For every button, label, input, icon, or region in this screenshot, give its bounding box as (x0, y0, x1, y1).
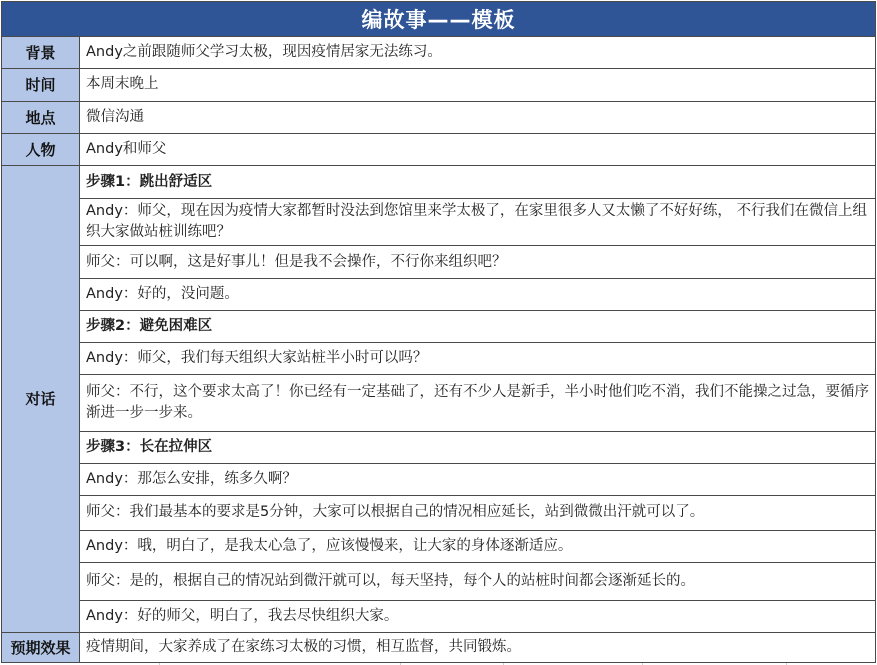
dialogue-row (2, 199, 876, 246)
effect-row (2, 632, 876, 662)
dialogue-row (2, 531, 876, 563)
dialogue-line[interactable]: 师父：我们最基本的要求是5分钟，大家可以根据自己的情况相应延长，站到微微出汗就可以了。 (80, 495, 876, 530)
dialogue-line[interactable]: Andy：师父，现在因为疫情大家都暂时没法到您馆里来学太极了，在家里很多人又太懒了不好好练， 不行我们在微信上组织大家做站桩训练吧？ (80, 199, 876, 246)
title-row (2, 2, 876, 37)
dialogue-step-heading[interactable]: 步骤3：长在拉伸区 (80, 431, 876, 463)
dialogue-step-heading[interactable]: 步骤2：避免困难区 (80, 310, 876, 342)
dialogue-step-heading[interactable]: 步骤1：跳出舒适区 (80, 165, 876, 198)
dialogue-row (2, 563, 876, 601)
people-row (2, 133, 876, 165)
place-value[interactable]: 微信沟通 (80, 101, 876, 133)
time-label[interactable]: 时间 (2, 69, 80, 101)
dialogue-row (2, 246, 876, 278)
time-row (2, 69, 876, 101)
background-value[interactable]: Andy之前跟随师父学习太极，现因疫情居家无法练习。 (80, 37, 876, 69)
people-value[interactable]: Andy和师父 (80, 133, 876, 165)
dialogue-row (2, 342, 876, 374)
effect-value[interactable]: 疫情期间，大家养成了在家练习太极的习惯，相互监督，共同锻炼。 (80, 632, 876, 662)
dialogue-line[interactable]: Andy：那怎么安排，练多久啊？ (80, 463, 876, 495)
story-template-table (1, 1, 876, 663)
time-value[interactable]: 本周末晚上 (80, 69, 876, 101)
dialogue-row (2, 495, 876, 530)
dialogue-row (2, 310, 876, 342)
dialogue-row (2, 601, 876, 632)
dialogue-row (2, 165, 876, 198)
effect-label[interactable]: 预期效果 (2, 632, 80, 662)
place-label[interactable]: 地点 (2, 101, 80, 133)
dialogue-row (2, 278, 876, 310)
people-label[interactable]: 人物 (2, 133, 80, 165)
dialogue-line[interactable]: 师父：不行，这个要求太高了！你已经有一定基础了，还有不少人是新手，半小时他们吃不消，我们不能操之过急，要循序渐进一步一步来。 (80, 375, 876, 431)
dialogue-row (2, 375, 876, 431)
template-title[interactable]: 编故事——模板 (2, 2, 876, 37)
dialogue-line[interactable]: 师父：可以啊，这是好事儿！但是我不会操作，不行你来组织吧？ (80, 246, 876, 278)
dialogue-line[interactable]: Andy：哦，明白了，是我太心急了，应该慢慢来，让大家的身体逐渐适应。 (80, 531, 876, 563)
background-label[interactable]: 背景 (2, 37, 80, 69)
place-row (2, 101, 876, 133)
dialogue-line[interactable]: 师父：是的，根据自己的情况站到微汗就可以，每天坚持，每个人的站桩时间都会逐渐延长的。 (80, 563, 876, 601)
dialogue-label[interactable]: 对话 (2, 165, 80, 632)
dialogue-row (2, 431, 876, 463)
dialogue-line[interactable]: Andy：好的师父，明白了，我去尽快组织大家。 (80, 601, 876, 632)
dialogue-line[interactable]: Andy：好的，没问题。 (80, 278, 876, 310)
dialogue-row (2, 463, 876, 495)
dialogue-line[interactable]: Andy：师父，我们每天组织大家站桩半小时可以吗？ (80, 342, 876, 374)
background-row (2, 37, 876, 69)
